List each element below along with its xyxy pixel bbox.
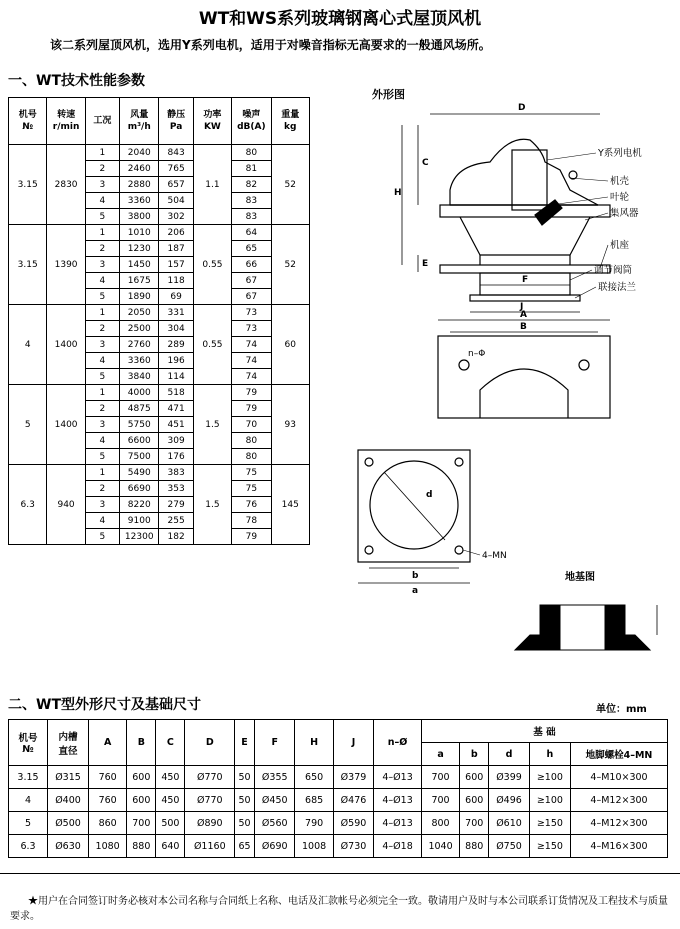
table-cell: 650 — [295, 766, 333, 789]
cell-noise: 79 — [232, 401, 271, 417]
table-cell: Ø590 — [333, 812, 373, 835]
cell-noise: 83 — [232, 193, 271, 209]
dim-label-n-phi: n–Φ — [468, 349, 486, 359]
table-cell: Ø1160 — [185, 835, 235, 858]
table-cell: 50 — [235, 766, 255, 789]
cell-model: 3.15 — [9, 225, 47, 305]
dimension-body — [9, 766, 668, 858]
table-cell: 1008 — [295, 835, 333, 858]
col-C: C — [156, 720, 185, 766]
cell-pressure: 504 — [159, 193, 193, 209]
outline-title: 外形图 — [372, 88, 405, 101]
cell-pressure: 182 — [159, 529, 193, 545]
cell-noise: 75 — [232, 481, 271, 497]
cell-flow: 1450 — [120, 257, 159, 273]
table-cell: Ø379 — [333, 766, 373, 789]
cell-noise: 65 — [232, 241, 271, 257]
cell-condition: 2 — [85, 161, 119, 177]
table-cell: Ø690 — [255, 835, 295, 858]
cell-power: 1.5 — [193, 385, 231, 465]
table-cell: 500 — [156, 812, 185, 835]
leader-mn — [463, 550, 480, 555]
cell-pressure: 451 — [159, 417, 193, 433]
performance-body — [9, 145, 310, 545]
cell-condition: 4 — [85, 433, 119, 449]
foundation-section-diagram — [505, 565, 675, 665]
section-2-heading: 二、WT型外形尺寸及基础尺寸 — [8, 697, 201, 713]
dim-label-D: D — [518, 103, 526, 113]
dim-label-A: A — [520, 310, 527, 320]
table-cell: 790 — [295, 812, 333, 835]
cell-flow: 6690 — [120, 481, 159, 497]
foundation-plan — [358, 450, 470, 562]
col-B: B — [127, 720, 156, 766]
cell-noise: 79 — [232, 529, 271, 545]
cell-condition: 1 — [85, 465, 119, 481]
cell-flow: 5750 — [120, 417, 159, 433]
cell-flow: 3360 — [120, 353, 159, 369]
table-cell: 50 — [235, 812, 255, 835]
cell-condition: 4 — [85, 273, 119, 289]
page-title: WT和WS系列玻璃钢离心式屋顶风机 — [198, 9, 482, 29]
cell-flow: 3360 — [120, 193, 159, 209]
table-cell: 4–M12×300 — [571, 812, 668, 835]
footer-note: ★用户在合同签订时务必核对本公司名称与合同纸上名称、电话及汇款帐号必须完全一致。敬请用户及时与本公司联系订货情况及工程技术与质量要求。 — [10, 896, 668, 922]
cell-model: 6.3 — [9, 465, 47, 545]
cell-noise: 75 — [232, 465, 271, 481]
col-model: 机号 № — [9, 720, 48, 766]
col-power: 功率 KW — [193, 98, 231, 145]
table-cell: 4 — [9, 789, 48, 812]
cell-pressure: 279 — [159, 497, 193, 513]
cell-flow: 1890 — [120, 289, 159, 305]
label-casing: 机壳 — [610, 176, 630, 187]
table-cell: ≥150 — [529, 812, 570, 835]
dim-label-d: d — [426, 490, 433, 500]
cell-pressure: 114 — [159, 369, 193, 385]
table-cell: 760 — [89, 789, 127, 812]
divider — [0, 873, 680, 874]
table-cell: Ø476 — [333, 789, 373, 812]
table-cell: 6.3 — [9, 835, 48, 858]
table-cell: Ø890 — [185, 812, 235, 835]
cell-condition: 4 — [85, 193, 119, 209]
table-cell: 800 — [421, 812, 459, 835]
col-anchor-bolt: 地脚螺栓4–MN — [571, 743, 668, 766]
cell-flow: 9100 — [120, 513, 159, 529]
table-cell: Ø560 — [255, 812, 295, 835]
section-1-heading: 一、WT技术性能参数 — [8, 73, 145, 89]
table-cell: Ø750 — [489, 835, 529, 858]
cell-flow: 7500 — [120, 449, 159, 465]
cell-noise: 80 — [232, 145, 271, 161]
cell-condition: 5 — [85, 529, 119, 545]
col-D: D — [185, 720, 235, 766]
cell-pressure: 69 — [159, 289, 193, 305]
cell-noise: 80 — [232, 433, 271, 449]
col-F: F — [255, 720, 295, 766]
cell-pressure: 657 — [159, 177, 193, 193]
col-H: H — [295, 720, 333, 766]
cell-flow: 3800 — [120, 209, 159, 225]
cell-condition: 3 — [85, 417, 119, 433]
cell-noise: 83 — [232, 209, 271, 225]
cell-pressure: 383 — [159, 465, 193, 481]
table-cell: 760 — [89, 766, 127, 789]
cell-weight: 52 — [271, 145, 309, 225]
table-cell: 4–M12×300 — [571, 789, 668, 812]
table-row — [9, 812, 668, 835]
table-cell: 600 — [127, 789, 156, 812]
cell-condition: 5 — [85, 369, 119, 385]
cell-pressure: 289 — [159, 337, 193, 353]
table-cell: 4–Ø13 — [374, 766, 422, 789]
cell-pressure: 353 — [159, 481, 193, 497]
cell-speed: 1390 — [47, 225, 85, 305]
dim-label-a: a — [412, 586, 419, 596]
cell-condition: 3 — [85, 497, 119, 513]
cell-pressure: 176 — [159, 449, 193, 465]
label-collector: 集风器 — [610, 208, 639, 219]
table-cell: Ø496 — [489, 789, 529, 812]
col-E: E — [235, 720, 255, 766]
cell-flow: 5490 — [120, 465, 159, 481]
table-cell: Ø450 — [255, 789, 295, 812]
table-cell: Ø315 — [48, 766, 89, 789]
cell-power: 1.5 — [193, 465, 231, 545]
table-cell: ≥100 — [529, 766, 570, 789]
cell-condition: 2 — [85, 321, 119, 337]
table-cell: 860 — [89, 812, 127, 835]
cell-model: 4 — [9, 305, 47, 385]
cell-flow: 4875 — [120, 401, 159, 417]
dim-label-H: H — [394, 188, 402, 198]
cell-condition: 3 — [85, 257, 119, 273]
table-row — [9, 465, 310, 481]
cell-flow: 3840 — [120, 369, 159, 385]
performance-header-row — [9, 98, 310, 145]
table-cell: 1080 — [89, 835, 127, 858]
table-cell: Ø770 — [185, 789, 235, 812]
table-cell: 640 — [156, 835, 185, 858]
col-flow: 风量 m³/h — [120, 98, 159, 145]
cell-condition: 2 — [85, 401, 119, 417]
dim-label-J: J — [520, 302, 524, 312]
cell-noise: 81 — [232, 161, 271, 177]
table-cell: 700 — [421, 766, 459, 789]
cell-pressure: 206 — [159, 225, 193, 241]
foundation-title: 地基图 — [565, 572, 595, 583]
col-model: 机号 № — [9, 98, 47, 145]
col-condition: 工况 — [85, 98, 119, 145]
table-row — [9, 145, 310, 161]
cell-pressure: 118 — [159, 273, 193, 289]
cell-weight: 52 — [271, 225, 309, 305]
cell-flow: 2880 — [120, 177, 159, 193]
label-impeller: 叶轮 — [610, 192, 630, 203]
table-row — [9, 385, 310, 401]
cell-flow: 1675 — [120, 273, 159, 289]
col-h: h — [529, 743, 570, 766]
cell-condition: 2 — [85, 241, 119, 257]
table-cell: 4–Ø18 — [374, 835, 422, 858]
cell-pressure: 196 — [159, 353, 193, 369]
table-cell: Ø630 — [48, 835, 89, 858]
cell-pressure: 471 — [159, 401, 193, 417]
col-n-hole: n–Ø — [374, 720, 422, 766]
cell-flow: 2500 — [120, 321, 159, 337]
col-inner-diameter: 内槽 直径 — [48, 720, 89, 766]
cell-model: 5 — [9, 385, 47, 465]
col-noise: 噪声 dB(A) — [232, 98, 271, 145]
cell-pressure: 331 — [159, 305, 193, 321]
cell-weight: 93 — [271, 385, 309, 465]
cell-pressure: 302 — [159, 209, 193, 225]
table-cell: 450 — [156, 766, 185, 789]
cell-condition: 1 — [85, 305, 119, 321]
table-cell: Ø770 — [185, 766, 235, 789]
table-cell: 65 — [235, 835, 255, 858]
label-valve: 调节阀筒 — [594, 265, 633, 276]
cell-weight: 60 — [271, 305, 309, 385]
unit-label: 单位：mm — [596, 704, 647, 715]
cell-flow: 4000 — [120, 385, 159, 401]
cell-speed: 940 — [47, 465, 85, 545]
cell-noise: 73 — [232, 305, 271, 321]
col-b: b — [460, 743, 489, 766]
cell-condition: 1 — [85, 225, 119, 241]
cell-pressure: 255 — [159, 513, 193, 529]
cell-speed: 1400 — [47, 305, 85, 385]
table-row — [9, 225, 310, 241]
cell-power: 1.1 — [193, 145, 231, 225]
table-cell: Ø500 — [48, 812, 89, 835]
table-cell: 700 — [127, 812, 156, 835]
cell-condition: 3 — [85, 177, 119, 193]
table-cell: Ø355 — [255, 766, 295, 789]
cell-pressure: 843 — [159, 145, 193, 161]
table-cell: 4–Ø13 — [374, 812, 422, 835]
cell-flow: 2460 — [120, 161, 159, 177]
cell-speed: 2830 — [47, 145, 85, 225]
cell-condition: 4 — [85, 353, 119, 369]
cell-flow: 1230 — [120, 241, 159, 257]
table-cell: 685 — [295, 789, 333, 812]
table-cell: ≥150 — [529, 835, 570, 858]
cell-pressure: 518 — [159, 385, 193, 401]
dimension-table — [8, 719, 668, 858]
cell-flow: 12300 — [120, 529, 159, 545]
cell-flow: 8220 — [120, 497, 159, 513]
dim-label-b: b — [412, 571, 419, 581]
table-cell: 880 — [127, 835, 156, 858]
cell-model: 3.15 — [9, 145, 47, 225]
dim-label-F: F — [522, 275, 529, 285]
table-cell: 3.15 — [9, 766, 48, 789]
cell-flow: 6600 — [120, 433, 159, 449]
table-cell: Ø610 — [489, 812, 529, 835]
table-cell: ≥100 — [529, 789, 570, 812]
dim-label-B: B — [520, 322, 527, 332]
col-a: a — [421, 743, 459, 766]
cell-pressure: 304 — [159, 321, 193, 337]
cell-condition: 2 — [85, 481, 119, 497]
cell-noise: 79 — [232, 385, 271, 401]
table-row — [9, 305, 310, 321]
cell-weight: 145 — [271, 465, 309, 545]
col-speed: 转速 r/min — [47, 98, 85, 145]
cell-pressure: 309 — [159, 433, 193, 449]
cell-noise: 66 — [232, 257, 271, 273]
flange-view — [438, 336, 610, 418]
cell-noise: 82 — [232, 177, 271, 193]
cell-speed: 1400 — [47, 385, 85, 465]
cell-condition: 5 — [85, 449, 119, 465]
cell-noise: 78 — [232, 513, 271, 529]
table-cell: Ø399 — [489, 766, 529, 789]
table-cell: 4–Ø13 — [374, 789, 422, 812]
cell-noise: 70 — [232, 417, 271, 433]
table-cell: 50 — [235, 789, 255, 812]
col-weight: 重量 kg — [271, 98, 309, 145]
table-cell: Ø730 — [333, 835, 373, 858]
cell-power: 0.55 — [193, 305, 231, 385]
cell-condition: 5 — [85, 209, 119, 225]
cell-noise: 67 — [232, 273, 271, 289]
cell-pressure: 187 — [159, 241, 193, 257]
table-cell: 700 — [460, 812, 489, 835]
table-cell: 450 — [156, 789, 185, 812]
cell-noise: 64 — [232, 225, 271, 241]
cell-condition: 5 — [85, 289, 119, 305]
cell-noise: 74 — [232, 369, 271, 385]
table-cell: 4–M10×300 — [571, 766, 668, 789]
cell-noise: 67 — [232, 289, 271, 305]
label-base: 机座 — [610, 240, 630, 251]
table-cell: 4–M16×300 — [571, 835, 668, 858]
col-pressure: 静压 Pa — [159, 98, 193, 145]
table-cell: 1040 — [421, 835, 459, 858]
cell-noise: 73 — [232, 321, 271, 337]
cell-pressure: 157 — [159, 257, 193, 273]
performance-table — [8, 97, 310, 545]
label-motor: Y系列电机 — [598, 148, 642, 159]
table-cell: 5 — [9, 812, 48, 835]
table-row — [9, 766, 668, 789]
table-cell: 700 — [421, 789, 459, 812]
cell-condition: 3 — [85, 337, 119, 353]
outline-diagram — [330, 80, 680, 600]
table-cell: 880 — [460, 835, 489, 858]
cell-power: 0.55 — [193, 225, 231, 305]
col-J: J — [333, 720, 373, 766]
col-foundation-group: 基 础 — [421, 720, 667, 743]
cell-condition: 1 — [85, 145, 119, 161]
dimension-header-row-1 — [9, 720, 668, 743]
cell-flow: 1010 — [120, 225, 159, 241]
dim-label-C: C — [422, 158, 429, 168]
page-subtitle: 该二系列屋顶风机，选用Y系列电机，适用于对噪音指标无高要求的一般通风场所。 — [50, 38, 491, 52]
table-row — [9, 789, 668, 812]
col-A: A — [89, 720, 127, 766]
table-cell: Ø400 — [48, 789, 89, 812]
table-cell: 600 — [460, 766, 489, 789]
table-cell: 600 — [460, 789, 489, 812]
col-d: d — [489, 743, 529, 766]
cell-condition: 4 — [85, 513, 119, 529]
cell-noise: 74 — [232, 353, 271, 369]
cell-noise: 76 — [232, 497, 271, 513]
cell-flow: 2050 — [120, 305, 159, 321]
cell-flow: 2040 — [120, 145, 159, 161]
cell-flow: 2760 — [120, 337, 159, 353]
table-cell: 600 — [127, 766, 156, 789]
table-row — [9, 835, 668, 858]
dim-label-E: E — [422, 259, 429, 269]
cell-pressure: 765 — [159, 161, 193, 177]
cell-noise: 80 — [232, 449, 271, 465]
label-flange: 联接法兰 — [598, 282, 637, 293]
cell-condition: 1 — [85, 385, 119, 401]
cell-noise: 74 — [232, 337, 271, 353]
dim-label-mn: 4–MN — [482, 551, 507, 561]
